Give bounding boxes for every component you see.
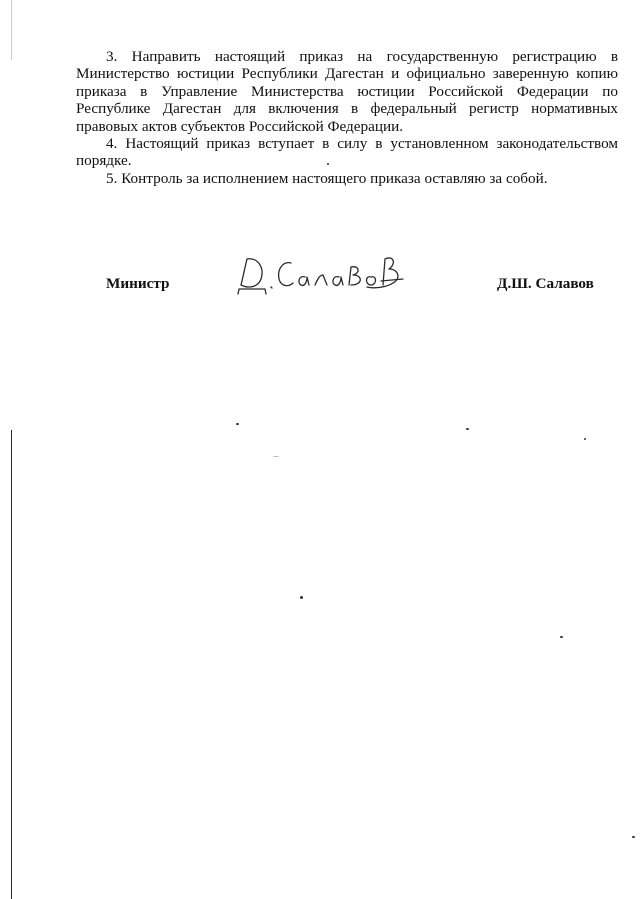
paragraph-3: 3. Направить настоящий приказ на государственную регистрацию в Министерство юстиции Республики Дагестан и официально заверенную копию приказа в Управление Министерства юстиции Российской Федерации по Республике Дагестан для включения в федеральный регистр нормативных правовых актов субъектов Российской Федерации. [76, 48, 618, 135]
scan-speck [560, 636, 563, 638]
scan-edge-line [11, 0, 12, 60]
scan-speck [273, 456, 279, 457]
signatory-name: Д.Ш. Салавов [497, 275, 594, 292]
scan-edge-line [11, 430, 12, 899]
position-title: Министр [106, 275, 170, 292]
scan-speck [300, 596, 303, 599]
paragraph-5: 5. Контроль за исполнением настоящего приказа оставляю за собой. [106, 169, 548, 187]
scan-speck [466, 428, 469, 430]
scan-speck [327, 163, 329, 165]
scan-speck [632, 836, 635, 838]
document-body [76, 48, 618, 187]
scan-speck [236, 423, 239, 425]
scan-speck [584, 438, 586, 440]
handwritten-signature [235, 245, 405, 295]
paragraph-4: 4. Настоящий приказ вступает в силу в установленном законодательством порядке. [76, 135, 618, 170]
